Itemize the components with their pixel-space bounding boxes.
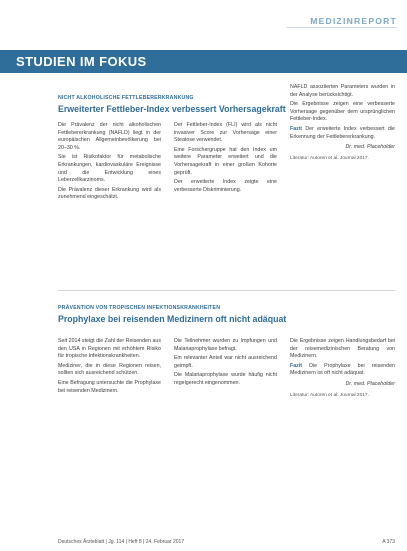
article-1-col1-p3: Die Prävalenz dieser Erkrankung wird als zunehmend eingeschätzt. — [58, 186, 161, 201]
article-1-col3-p1: NAFLD assoziierten Parameters wurden in der Analyse berücksichtigt. — [290, 84, 395, 98]
article-2-col1-p2: Mediziner, die in diese Regionen reisen, sollten sich ausreichend schützen. — [58, 362, 161, 377]
article-2-column-3 — [290, 338, 395, 399]
article-1-col2-p1: Der Fettleber-Index (FLI) wird als nicht invasiver Score zur Vorhersage einer Steatose verwendet. — [174, 122, 277, 144]
footer-publication: Deutsches Ärzteblatt | Jg. 114 | Heft 8 | 24. Februar 2017 — [58, 539, 185, 545]
article-1-author: Dr. med. Placeholder — [345, 144, 395, 151]
article-1-column-1 — [58, 122, 161, 204]
article-2-header — [58, 305, 395, 324]
article-2-col3-p1: Die Ergebnisse zeigen Handlungsbedarf bei der reisemedizinischen Beratung von Medizinern. — [290, 338, 395, 360]
article-2-fazit-text: Die Prophylaxe bei reisenden Medizinern ist oft nicht adäquat. — [290, 362, 395, 377]
article-2-col1-p1: Seit 2014 steigt die Zahl der Reisenden aus den USA in Regionen mit erhöhtem Risiko für tropische Infektionskrankheiten. — [58, 338, 161, 360]
article-1-col2-p3: Der erweiterte Index zeigte eine verbesserte Diskriminierung. — [174, 179, 277, 193]
article-1-references: Literatur: Autoren et al. Journal 2017. — [290, 155, 369, 161]
section-title-bar — [0, 50, 407, 73]
header-rule — [287, 27, 397, 28]
article-1-col1-p2: Sie ist Risikofaktor für metabolische Erkrankungen, kardiovaskuläre Ereignisse und die Entwicklung eines Leberzellkarzinoms. — [58, 154, 161, 184]
article-1-headline: Erweiterter Fettleber-Index verbessert Vorhersagekraft — [58, 104, 286, 114]
article-1-col1-p1: Die Prävalenz der nicht alkoholischen Fettlebererkrankung (NAFLD) liegt in der europäischen Allgemeinbevölkerung bei 20–30 %. — [58, 122, 161, 151]
article-2-col2-p1: Die Teilnehmer wurden zu Impfungen und Malariaprophylaxe befragt. — [174, 338, 277, 352]
article-1-kicker: NICHT ALKOHOLISCHE FETTLEBERERKRANKUNG — [58, 95, 194, 101]
article-2-fazit-label: Fazit — [290, 362, 303, 369]
article-divider — [58, 290, 395, 291]
article-2-col2-p2: Ein relevanter Anteil war nicht ausreichend geimpft. — [174, 355, 277, 369]
article-1-col3-p2: Die Ergebnisse zeigen eine verbesserte Vorhersage gegenüber dem ursprünglichen Fettleber-Index. — [290, 101, 395, 123]
article-2-column-1 — [58, 338, 161, 397]
article-2-references: Literatur: Autoren et al. Journal 2017. — [290, 392, 369, 398]
article-2-col2-p3: Die Malariaprophylaxe wurde häufig nicht regelgerecht eingenommen. — [174, 372, 277, 386]
footer-page-number: A 373 — [382, 539, 395, 545]
article-1-column-3 — [290, 84, 395, 162]
article-1-fazit-text: Der erweiterte Index verbessert die Erkennung der Fettlebererkrankung. — [290, 125, 395, 140]
page-footer — [58, 539, 395, 545]
article-2-kicker: PRÄVENTION VON TROPISCHEN INFEKTIONSKRANKHEITEN — [58, 305, 221, 311]
article-2-headline: Prophylaxe bei reisenden Medizinern oft nicht adäquat — [58, 314, 287, 324]
article-1-column-2 — [174, 122, 277, 196]
section-title: STUDIEN IM FOKUS — [16, 54, 147, 69]
article-2-col1-p3: Eine Befragung untersuchte die Prophylaxe bei reisenden Medizinern. — [58, 379, 161, 394]
article-1-fazit-label: Fazit — [290, 125, 303, 132]
section-label: MEDIZINREPORT — [310, 16, 397, 26]
article-2-column-2 — [174, 338, 277, 390]
article-2-author: Dr. med. Placeholder — [345, 380, 395, 387]
article-1-col2-p2: Eine Forschergruppe hat den Index um weitere Parameter erweitert und die Vorhersagekraft in einer großen Kohorte geprüft. — [174, 146, 277, 176]
